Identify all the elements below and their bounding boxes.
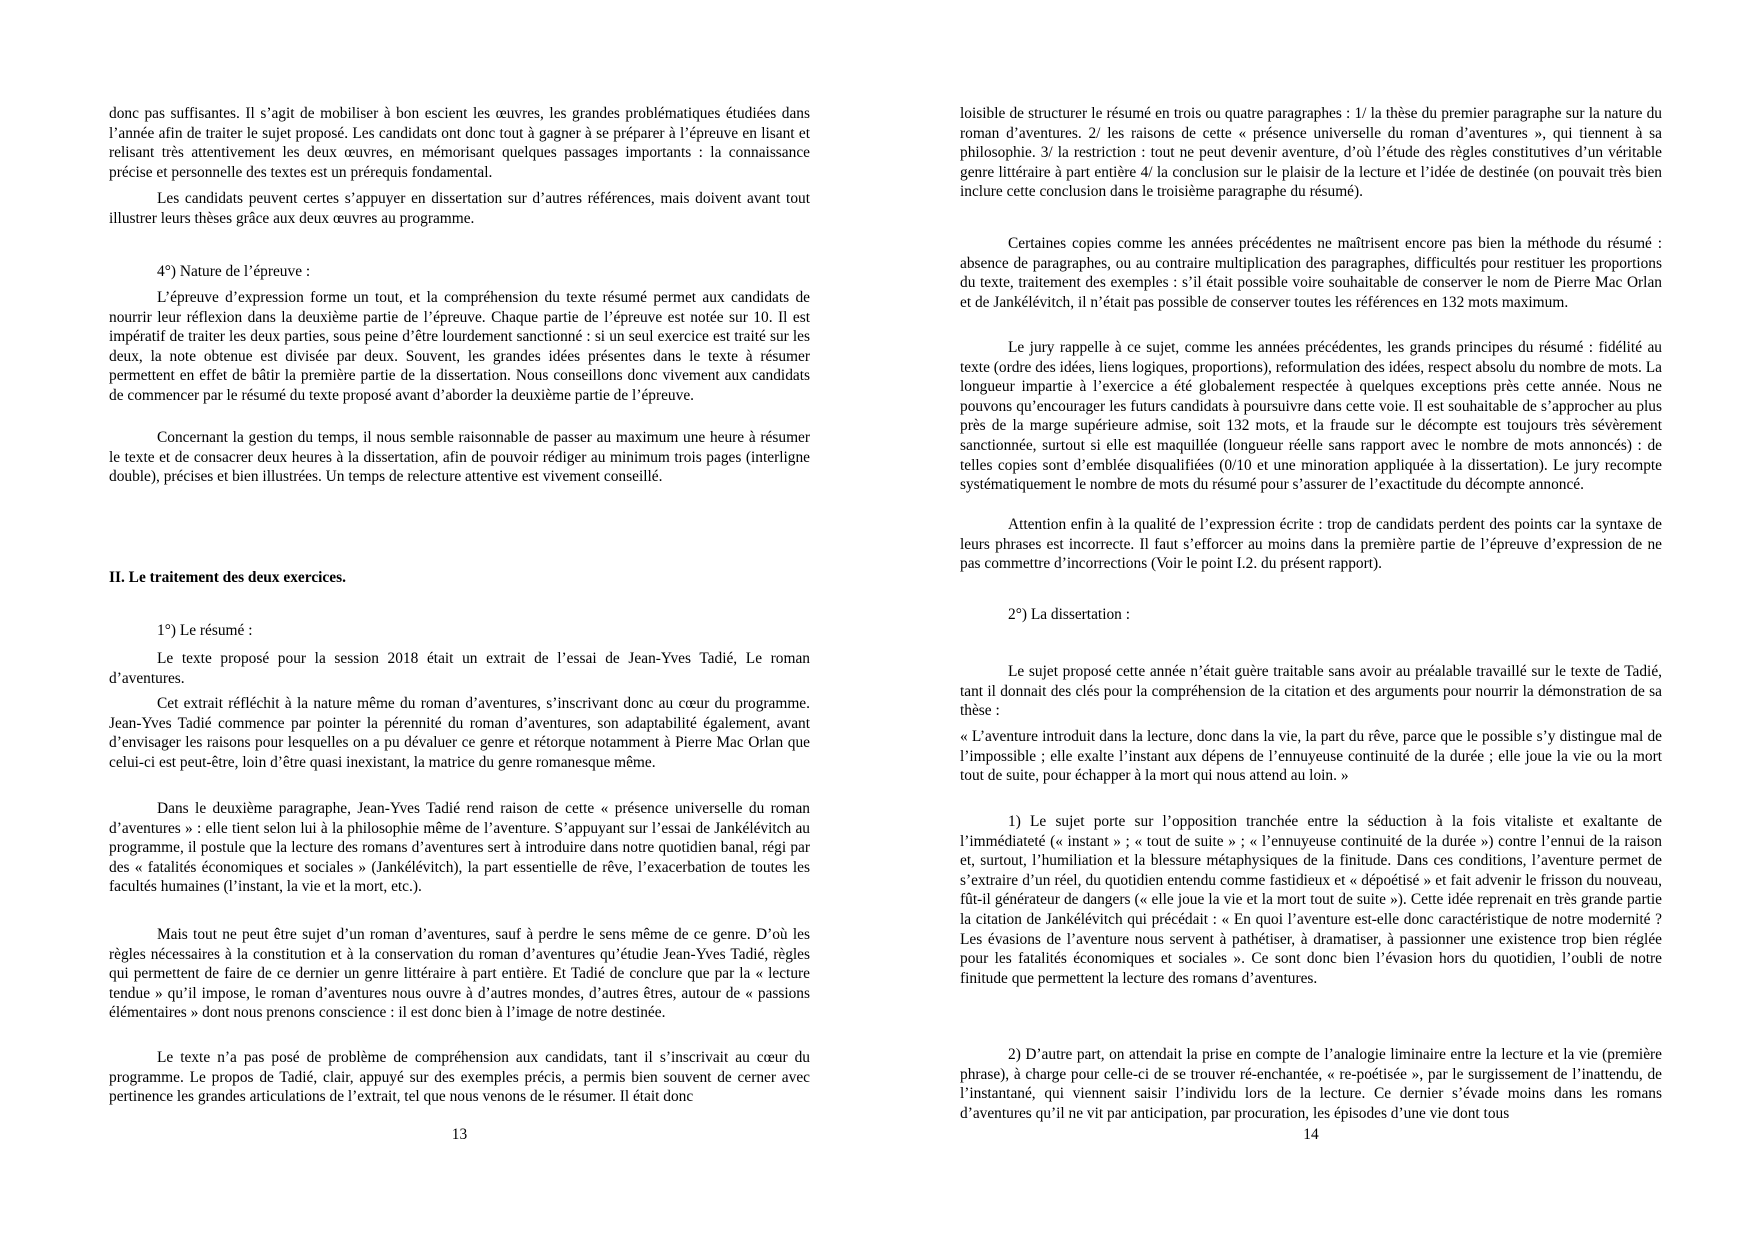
paragraph: Le jury rappelle à ce sujet, comme les années précédentes, les grands principes du résumé : fidélité au texte (ordre des idées, liens logiques, proportions), reformulation des idées, respect absolu du nombre de mots. La longueur impartie à l’exercice a été globalement respectée à quelques exceptions près cette année. Nous ne pouvons qu’encourager les futurs candidats à poursuivre dans cette voie. Il est souhaitable de s’approcher au plus près de la marge supérieure admise, soit 132 mots, et la fraude sur le décompte est toujours très sévèrement sanctionnée, surtout si elle est maquillée (longueur réelle sans rapport avec le nombre de mots annoncés) : de telles copies sont d’emblée disqualifiées (0/10 et une minoration appliquée à la dissertation). Le jury recompte systématiquement le nombre de mots du résumé pour s’assurer de l’exactitude du décompte annoncé. [960, 339, 1662, 494]
paragraph: Attention enfin à la qualité de l’expression écrite : trop de candidats perdent des points car la syntaxe de leurs phrases est incorrecte. Il faut s’efforcer au moins dans la première partie de l’épreuve d’expression de ne pas commettre d’incorrections (Voir le point I.2. du présent rapport). [960, 516, 1662, 573]
page-number: 13 [451, 1126, 468, 1143]
section-title: 4°) Nature de l’épreuve : [157, 263, 311, 280]
paragraph: 2) D’autre part, on attendait la prise en compte de l’analogie liminaire entre la lecture et la vie (première phrase), à charge pour celle-ci de se trouver ré-enchantée, « re-poétisée », par le surgissement de l’inattendu, de l’instantané, qui viennent saisir l’individu lors de la lecture. Ce dernier s’évade moins dans les romans d’aventures qu’il ne vit par anticipation, par procuration, les épisodes d’une vie dont tous [960, 1046, 1662, 1122]
quotation: « L’aventure introduit dans la lecture, donc dans la vie, la part du rêve, parce que le possible s’y distingue mal de l’impossible ; elle exalte l’instant aux dépens de l’ennuyeuse continuité de la durée ; elle joue la vie ou la mort tout de suite, pour échapper à la mort qui nous attend au loin. » [960, 728, 1662, 785]
paragraph: Certaines copies comme les années précédentes ne maîtrisent encore pas bien la méthode du résumé : absence de paragraphes, ou au contraire multiplication des paragraphes, difficultés pour restituer les proportions du texte, traitement des exemples : s’il était possible voire souhaitable de conserver le nom de Pierre Mac Orlan et de Jankélévitch, il n’était pas possible de conserver toutes les références en 132 mots maximum. [960, 235, 1662, 311]
paragraph: Le sujet proposé cette année n’était guère traitable sans avoir au préalable travaillé sur le texte de Tadié, tant il donnait des clés pour la compréhension de la citation et des arguments pour nourrir la démonstration de sa thèse : [960, 663, 1662, 720]
paragraph: Mais tout ne peut être sujet d’un roman d’aventures, sauf à perdre le sens même de ce genre. D’où les règles nécessaires à la constitution et à la conservation du roman d’aventures qu’étudie Jean-Yves Tadié, règles qui permettent de faire de ce dernier un genre littéraire à part entière. Et Tadié de conclure que par la « lecture tendue » qu’il impose, le roman d’aventures nous ouvre à d’autres mondes, d’autres êtres, autour de « passions élémentaires » dont nous prenons conscience : il est donc bien à l’image de notre destinée. [109, 926, 810, 1022]
paragraph: Cet extrait réfléchit à la nature même du roman d’aventures, s’inscrivant donc au cœur du programme. Jean-Yves Tadié commence par pointer la pérennité du roman d’aventures, son adaptabilité également, avant d’envisager les raisons pour lesquelles on a pu dévaluer ce genre et rétorque notamment à Pierre Mac Orlan que celui-ci est peut-être, loin d’être quasi inexistant, la matrice du genre romanesque même. [109, 695, 810, 771]
paragraph: Dans le deuxième paragraphe, Jean-Yves Tadié rend raison de cette « présence universelle du roman d’aventures » : elle tient selon lui à la philosophie même de l’aventure. S’appuyant sur l’essai de Jankélévitch au programme, il postule que la lecture des romans d’aventures sert à introduire dans notre quotidien banal, régi par des « fatalités économiques et sociales » (Jankélévitch), la part essentielle de rêve, l’exacerbation de toutes les facultés humaines (l’instant, la vie et la mort, etc.). [109, 800, 810, 896]
paragraph: 1) Le sujet porte sur l’opposition tranchée entre la séduction à la fois vitaliste et exaltante de l’immédiateté (« instant » ; « tout de suite » ; « l’ennuyeuse continuité de la durée ») contre l’ennui de la raison et, surtout, l’humiliation et la blessure métaphysiques de la finitude. Dans ces conditions, l’aventure permet de s’extraire d’un réel, du quotidien entendu comme fastidieux et « dépoétisé » et fait advenir le frisson du nouveau, fût-il générateur de dangers (« elle joue la vie et la mort tout de suite »). Cette idée reprenait en très grande partie la citation de Jankélévitch qui précédait : « En quoi l’aventure est-elle donc caractéristique de notre modernité ? Les évasions de l’aventure nous servent à pathétiser, à dramatiser, à passionner une existence trop bien réglée pour les fatalités économiques et sociales ». Ce sont donc bien l’évasion hors du quotidien, l’oubli de notre finitude que permettent la lecture des romans d’aventures. [960, 813, 1662, 987]
paragraph: Le texte n’a pas posé de problème de compréhension aux candidats, tant il s’inscrivait au cœur du programme. Le propos de Tadié, clair, appuyé sur des exemples précis, a permis bien souvent de cerner avec pertinence les grandes articulations de l’extrait, tel que nous venons de le résumer. Il était donc [109, 1049, 810, 1106]
section-title: 2°) La dissertation : [1008, 606, 1130, 623]
right-page [877, 0, 1754, 1240]
paragraph: donc pas suffisantes. Il s’agit de mobiliser à bon escient les œuvres, les grandes problématiques étudiées dans l’année afin de traiter le sujet proposé. Les candidats ont donc tout à gagner à se préparer à l’épreuve en lisant et relisant très attentivement les deux œuvres, en mémorisant quelques passages importants : la connaissance précise et personnelle des textes est un prérequis fondamental. [109, 105, 810, 181]
paragraph: Les candidats peuvent certes s’appuyer en dissertation sur d’autres références, mais doivent avant tout illustrer leurs thèses grâce aux deux œuvres au programme. [109, 190, 810, 227]
paragraph: L’épreuve d’expression forme un tout, et la compréhension du texte résumé permet aux candidats de nourrir leur réflexion dans la deuxième partie de l’épreuve. Chaque partie de l’épreuve est notée sur 10. Il est impératif de traiter les deux parties, sous peine d’être lourdement sanctionné : si un seul exercice est traité sur les deux, la note obtenue est divisée par deux. Souvent, les grandes idées présentes dans le texte à résumer permettent en effet de bâtir la première partie de la dissertation. Nous conseillons donc vivement aux candidats de commencer par le résumé du texte proposé avant d’aborder la deuxième partie de l’épreuve. [109, 289, 810, 404]
paragraph: Le texte proposé pour la session 2018 était un extrait de l’essai de Jean-Yves Tadié, Le roman d’aventures. [109, 650, 810, 687]
paragraph: loisible de structurer le résumé en trois ou quatre paragraphes : 1/ la thèse du premier paragraphe sur la nature du roman d’aventures. 2/ les raisons de cette « présence universelle du roman d’aventures », qui tiennent à sa philosophie. 3/ la restriction : tout ne peut devenir aventure, d’où l’étude des règles constitutives d’un véritable genre littéraire à part entière 4/ la conclusion sur le plaisir de la lecture et l’idée de destinée (on pouvait très bien inclure cette conclusion dans le troisième paragraphe du résumé). [960, 105, 1662, 201]
section-title: 1°) Le résumé : [157, 622, 253, 639]
section-heading: II. Le traitement des deux exercices. [109, 569, 346, 586]
page-number: 14 [1303, 1126, 1319, 1143]
paragraph: Concernant la gestion du temps, il nous semble raisonnable de passer au maximum une heure à résumer le texte et de consacrer deux heures à la dissertation, afin de pouvoir rédiger au minimum trois pages (interligne double), précises et bien illustrées. Un temps de relecture attentive est vivement conseillé. [109, 429, 810, 486]
